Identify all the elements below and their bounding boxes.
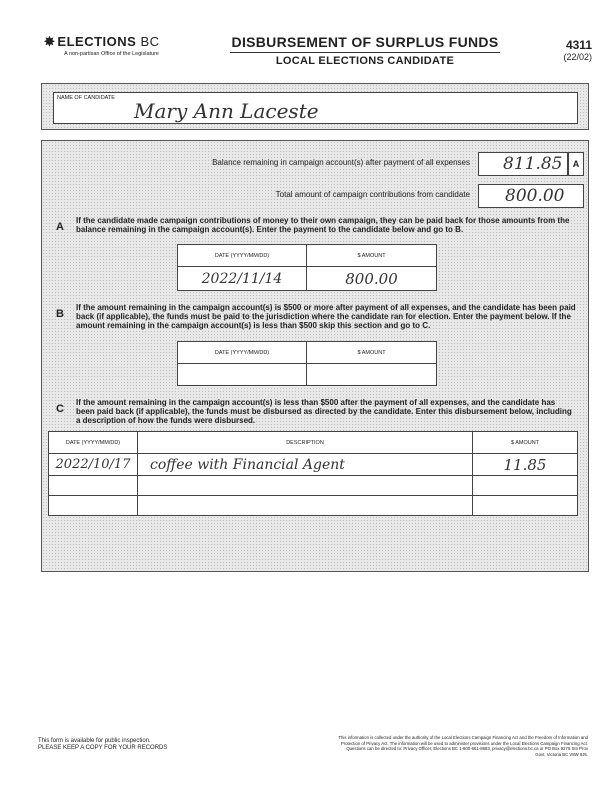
section-c-date-header: DATE (YYYY/MM/DD) bbox=[49, 432, 138, 454]
section-a-date-value: 2022/11/14 bbox=[201, 270, 283, 287]
contributions-field[interactable] bbox=[478, 184, 584, 208]
candidate-name-label: NAME OF CANDIDATE bbox=[57, 95, 115, 101]
candidate-name-field[interactable] bbox=[53, 92, 578, 124]
logo-subtitle: A non-partisan Office of the Legislature bbox=[64, 51, 159, 57]
section-a-table bbox=[177, 244, 437, 291]
section-a-amount-cell[interactable] bbox=[307, 267, 437, 291]
section-c-date-cell[interactable] bbox=[49, 496, 138, 516]
section-c-amount-header: $ AMOUNT bbox=[473, 432, 578, 454]
section-c-date-cell[interactable] bbox=[49, 454, 138, 476]
section-b-amount-header: $ AMOUNT bbox=[307, 342, 437, 364]
form-revision: (22/02) bbox=[563, 52, 592, 62]
section-b-table bbox=[177, 341, 437, 386]
balance-field[interactable] bbox=[478, 152, 568, 176]
section-c-description-cell[interactable] bbox=[138, 476, 473, 496]
footer-left bbox=[38, 738, 238, 752]
balance-value: 811.85 bbox=[503, 154, 563, 174]
section-c-description-cell[interactable] bbox=[138, 454, 473, 476]
section-a-date-header: DATE (YYYY/MM/DD) bbox=[178, 245, 307, 267]
section-a-letter: A bbox=[56, 221, 64, 233]
section-a-amount-header: $ AMOUNT bbox=[307, 245, 437, 267]
section-b-letter: B bbox=[56, 308, 64, 320]
section-c-text: If the amount remaining in the campaign account(s) is less than $500 after the payment of all expenses, and the candidate has been paid back (if applicable), the funds must be disbursed as directed by the candidate. Enter this disbursement below, including a description of how the funds were disbursed. bbox=[76, 398, 572, 425]
table-row bbox=[49, 496, 578, 516]
section-a-text: If the candidate made campaign contributions of money to their own campaign, they can be paid back for those amounts from the balance remaining in the campaign account(s). Enter the payment to the candidate below and go to B. bbox=[76, 216, 570, 234]
contributions-label: Total amount of campaign contributions from candidate bbox=[275, 190, 470, 199]
title-divider bbox=[230, 52, 500, 53]
section-c-table bbox=[48, 431, 578, 516]
balance-label: Balance remaining in campaign account(s) after payment of all expenses bbox=[212, 158, 470, 167]
footer-public-inspection: This form is available for public inspection. bbox=[38, 738, 151, 744]
contributions-value: 800.00 bbox=[505, 186, 565, 206]
section-c-amount-cell[interactable] bbox=[473, 476, 578, 496]
section-b-text: If the amount remaining in the campaign account(s) is $500 or more after payment of all expenses, and the candidate has been paid back (if applicable), the funds must be paid to the jurisdiction where the candidate ran for election. Enter the payment below. If the amount remaining in the campaign account(s) is less than $500 skip this section and go to C. bbox=[76, 303, 576, 330]
section-c-date-cell[interactable] bbox=[49, 476, 138, 496]
logo-text: ELECTIONS bbox=[57, 34, 137, 49]
section-c-date-value: 2022/10/17 bbox=[55, 457, 131, 472]
footer-keep-copy: PLEASE KEEP A COPY FOR YOUR RECORDS bbox=[38, 745, 168, 751]
table-row bbox=[49, 454, 578, 476]
section-c-description-value: coffee with Financial Agent bbox=[150, 456, 345, 473]
section-b-date-header: DATE (YYYY/MM/DD) bbox=[178, 342, 307, 364]
section-c-amount-cell[interactable] bbox=[473, 496, 578, 516]
candidate-name-value: Mary Ann Laceste bbox=[134, 99, 319, 123]
page-subtitle: LOCAL ELECTIONS CANDIDATE bbox=[275, 55, 455, 67]
section-c-amount-cell[interactable] bbox=[473, 454, 578, 476]
balance-box-letter-text: A bbox=[572, 159, 580, 169]
footer-privacy-notice: This information is collected under the authority of the Local Elections Campaign Financing Act and the Freedom of Information and Protection of Privacy Act. The information will be used to administer provisions under the Local Elections Campaign Financing Act. Questions can be directed to: Privacy Officer, Elections BC 1-800-661-8683, privacy@elections.bc.ca or PO Box 9275 Stn Prov Govt, Victoria BC V8W 9J6. bbox=[338, 735, 588, 757]
form-title-block bbox=[200, 34, 530, 67]
logo-suffix: BC bbox=[140, 34, 160, 49]
section-c-letter: C bbox=[56, 403, 64, 415]
elections-bc-logo-icon: ✸ bbox=[44, 34, 56, 49]
form-number bbox=[563, 38, 592, 62]
section-c-description-cell[interactable] bbox=[138, 496, 473, 516]
section-a-date-cell[interactable] bbox=[178, 267, 307, 291]
elections-bc-logo bbox=[44, 34, 160, 57]
form-number-value: 4311 bbox=[565, 38, 592, 52]
section-c-description-header: DESCRIPTION bbox=[138, 432, 473, 454]
section-b-amount-cell[interactable] bbox=[307, 364, 437, 386]
section-c-amount-value: 11.85 bbox=[503, 455, 547, 474]
balance-box-letter bbox=[568, 152, 584, 176]
section-a-amount-value: 800.00 bbox=[345, 269, 398, 288]
section-b-date-cell[interactable] bbox=[178, 364, 307, 386]
table-row bbox=[49, 476, 578, 496]
page-title: DISBURSEMENT OF SURPLUS FUNDS bbox=[231, 34, 499, 50]
